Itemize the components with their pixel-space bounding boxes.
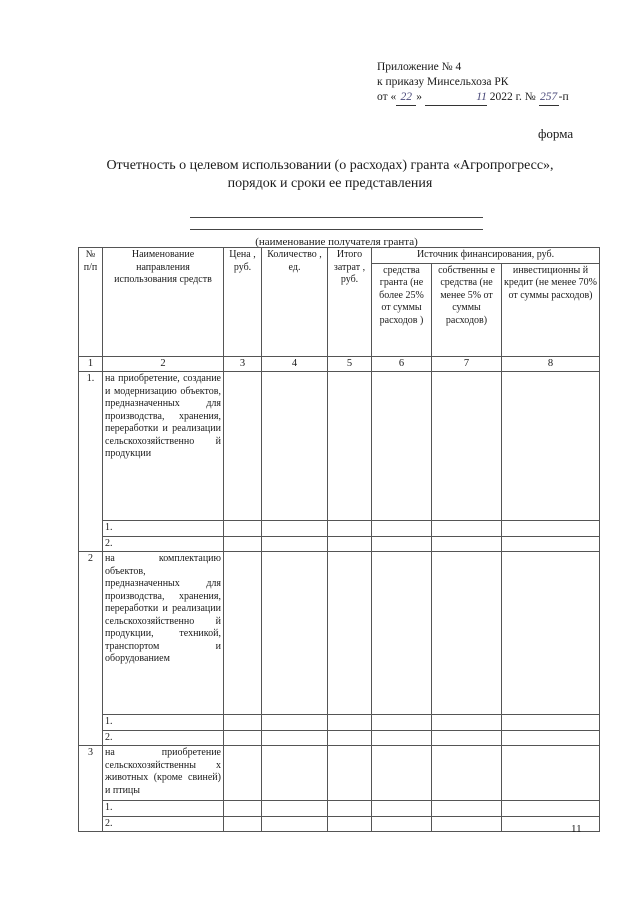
header-num: № п/п [79, 248, 103, 357]
header-grant: средства гранта (не более 25% от суммы расходов ) [372, 263, 432, 356]
appendix-date: от « 22 » 11 2022 г. № 257-п [377, 90, 569, 106]
date-day: 22 [396, 90, 416, 106]
header-name: Наименование направления использования средств [103, 248, 224, 357]
table-row [79, 746, 600, 801]
table-row [79, 715, 600, 731]
header-source: Источник финансирования, руб. [372, 248, 600, 264]
section-1-text: на приобретение, создание и модернизацию объектов, предназначенных для производства, хранения, переработки и реализации сельскохозяйственно й продукции [103, 372, 224, 521]
order-number: 257 [539, 90, 559, 106]
recipient-caption: (наименование получателя гранта) [255, 236, 418, 248]
form-label: форма [538, 126, 574, 141]
appendix-order: к приказу Минсельхоза РК [377, 76, 509, 88]
section-1-num: 1. [79, 372, 103, 552]
header-own: собственны е средства (не менее 5% от суммы расходов) [432, 263, 502, 356]
header-total: Итого затрат , руб. [328, 248, 372, 357]
recipient-line-1 [190, 217, 483, 218]
table-row [79, 521, 600, 537]
date-month: 11 [425, 90, 487, 106]
table-row [79, 730, 600, 746]
section-3-num: 3 [79, 746, 103, 832]
section-1-sub-1: 1. [103, 521, 224, 537]
section-3-sub-2: 2. [103, 816, 224, 832]
table-row [79, 372, 600, 521]
recipient-line-2 [190, 229, 483, 230]
section-2-sub-1: 1. [103, 715, 224, 731]
table-row [79, 816, 600, 832]
header-credit: инвестиционны й кредит (не менее 70% от суммы расходов) [502, 263, 600, 356]
section-3-text: на приобретение сельскохозяйственны х животных (кроме свиней) и птицы [103, 746, 224, 801]
section-1-sub-2: 2. [103, 536, 224, 552]
page-number: 11 [571, 823, 582, 835]
section-2-text: на комплектацию объектов, предназначенных для производства, хранения, переработки и реализации сельскохозяйственно й продукции, техникой, транспортом и оборудованием [103, 552, 224, 715]
appendix-header [377, 60, 569, 106]
section-2-sub-2: 2. [103, 730, 224, 746]
table-row [79, 552, 600, 715]
report-table [78, 247, 600, 832]
header-price: Цена , руб. [224, 248, 262, 357]
section-3-sub-1: 1. [103, 801, 224, 817]
table-row [79, 801, 600, 817]
column-numbers-row: 1 2 3 4 5 6 7 8 [79, 356, 600, 372]
appendix-title: Приложение № 4 [377, 61, 462, 73]
document-title: Отчетность о целевом использовании (о расходах) гранта «Агропрогресс», порядок и сроки ее представления [106, 158, 554, 191]
header-qty: Количество , ед. [262, 248, 328, 357]
table-row [79, 536, 600, 552]
section-2-num: 2 [79, 552, 103, 746]
